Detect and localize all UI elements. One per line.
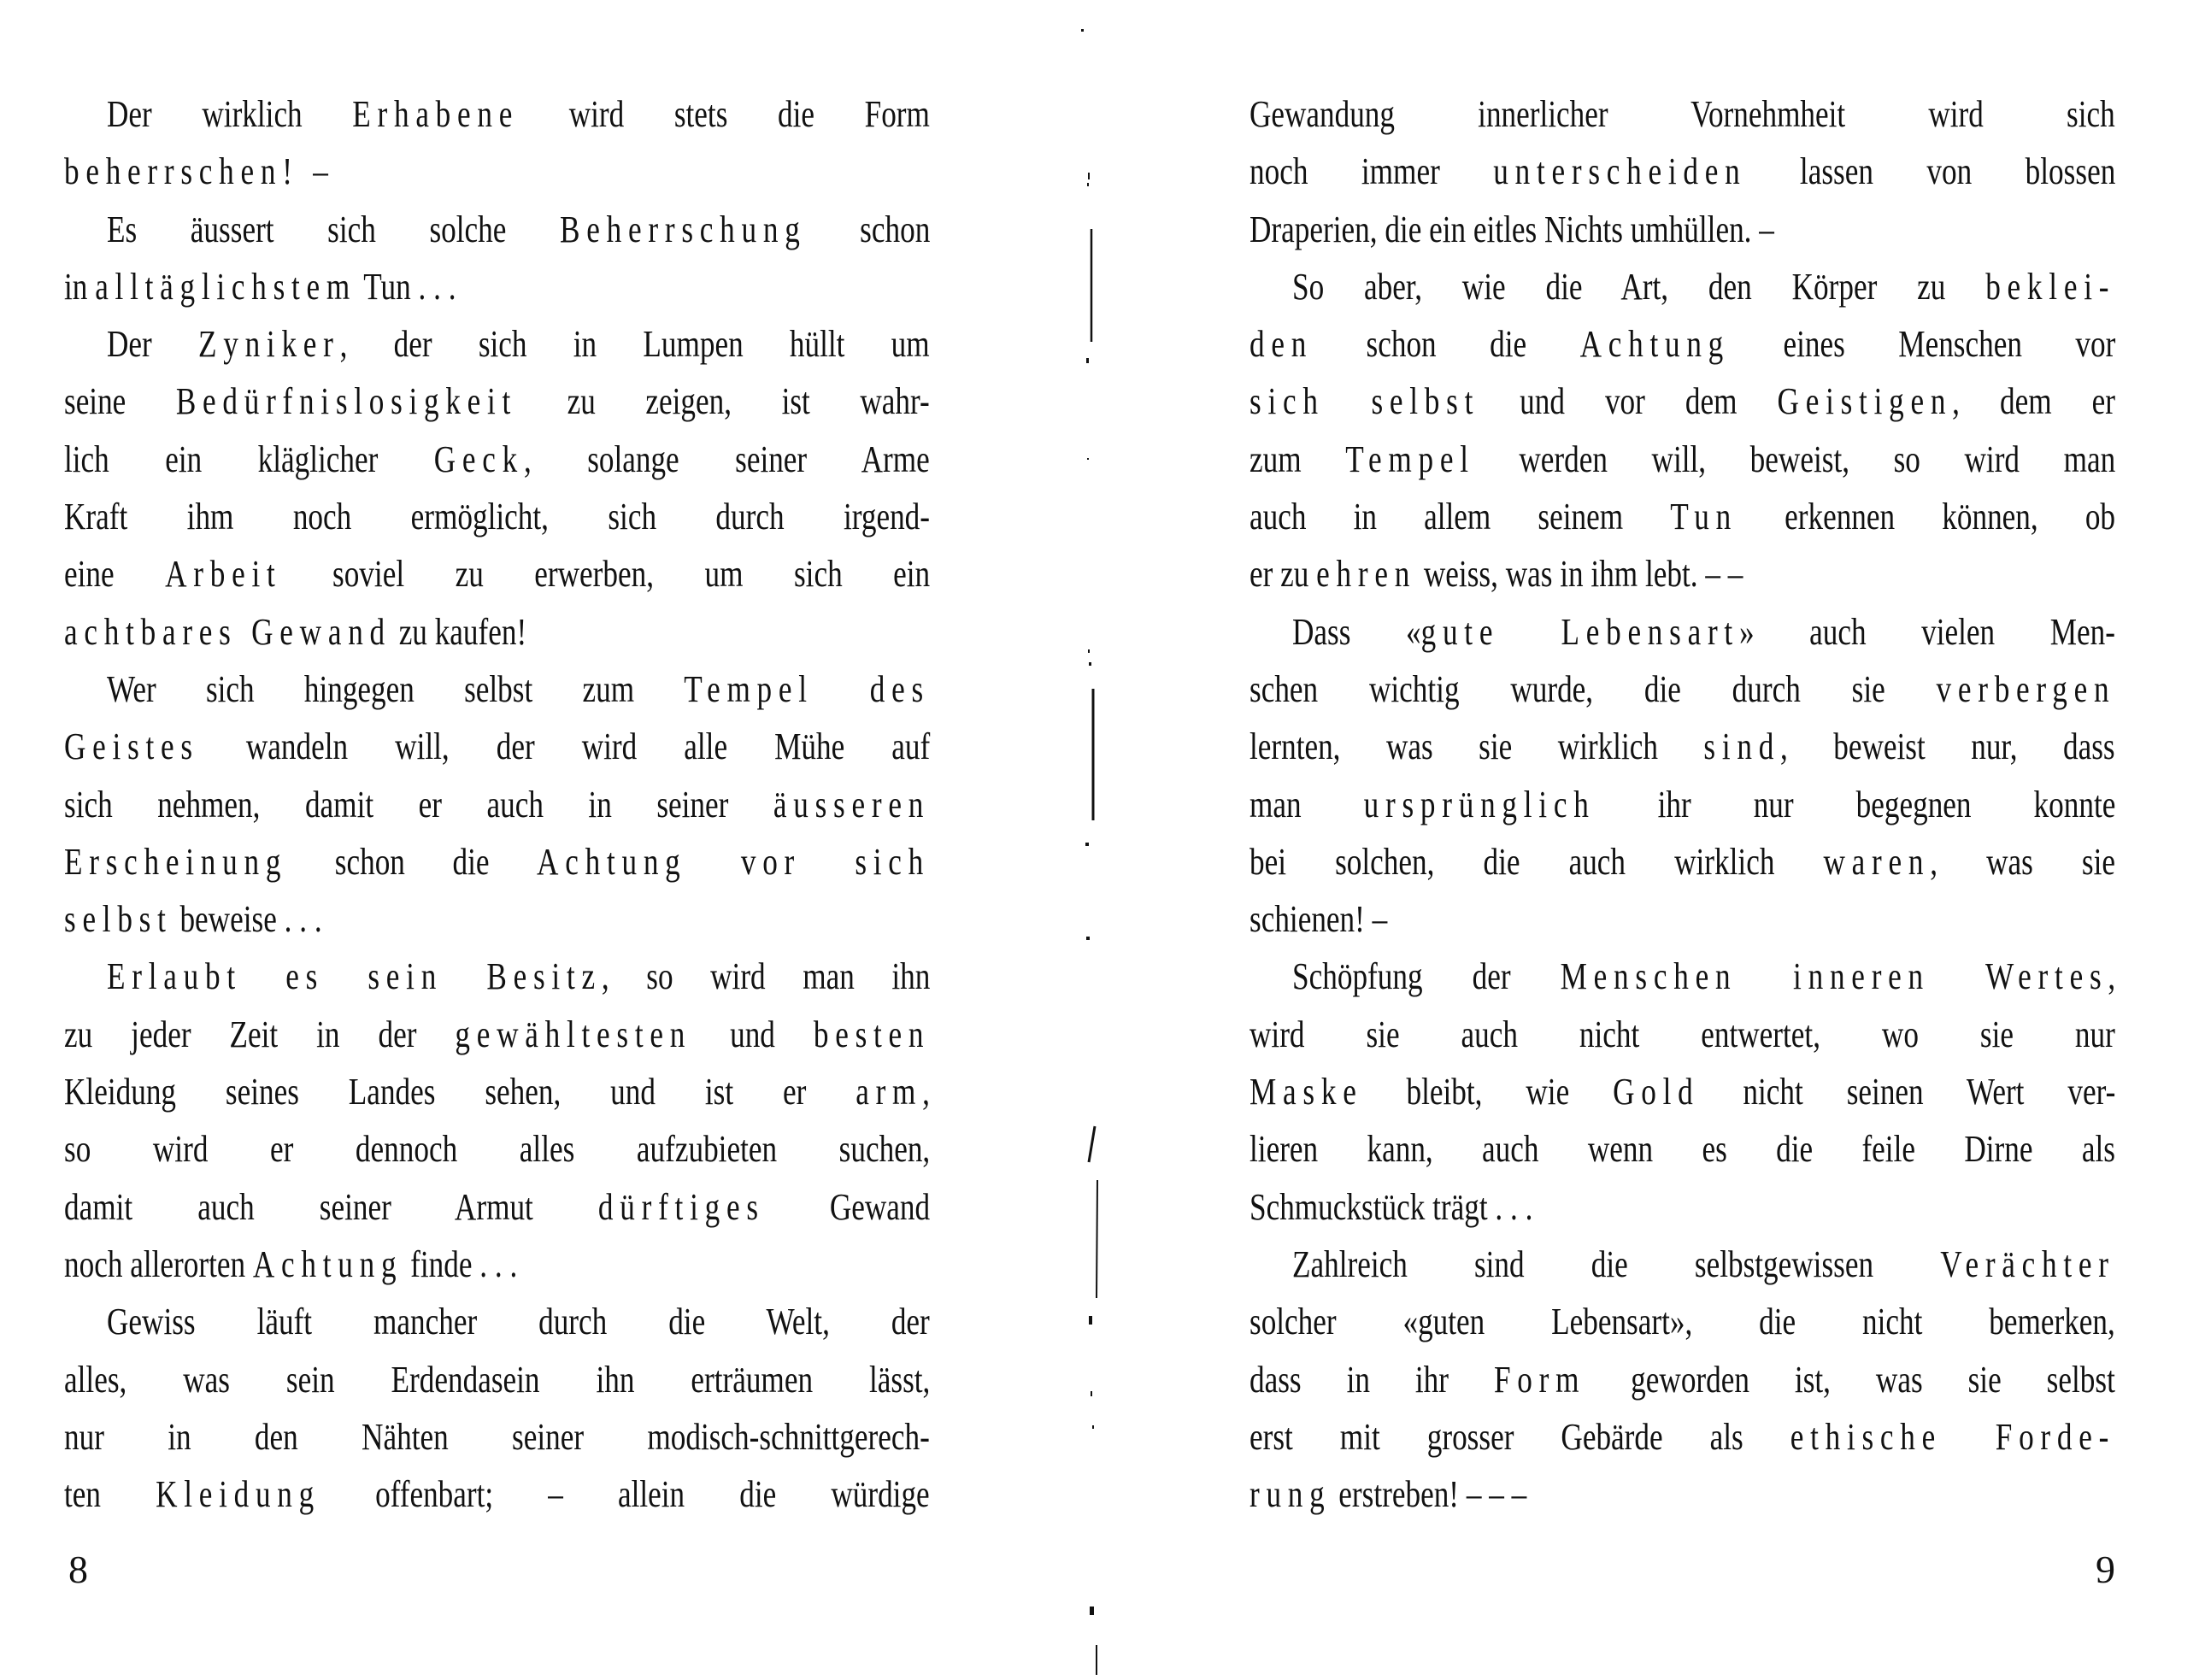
text-line: [64, 1063, 930, 1120]
emphasized-spaced-text: Beherrschung: [559, 208, 807, 250]
emphasized-spaced-text: Erhabene: [352, 93, 520, 135]
text-line: [64, 1351, 930, 1408]
text-segment: werden will, beweist, so wird man: [1474, 438, 2116, 480]
text-line: [1250, 1408, 2115, 1466]
text-line-content: [1250, 85, 2115, 143]
text-segment: nur in den Nähten seiner modisch-schnittgerech-: [64, 1415, 930, 1458]
emphasized-spaced-text: gewähltesten: [455, 1013, 692, 1055]
emphasized-spaced-text: den: [1250, 323, 1314, 366]
text-segment: Gewiss läuft mancher durch die Welt, der: [107, 1301, 930, 1343]
text-segment: ,: [2108, 955, 2116, 998]
text-segment: soviel zu erwerben, um sich ein: [281, 553, 931, 596]
text-segment: dass in ihr: [1250, 1358, 1494, 1401]
text-line: [1250, 373, 2115, 430]
emphasized-spaced-text: selbst: [64, 898, 173, 941]
right-page: [1111, 0, 2205, 1680]
text-line-content: [1250, 1006, 2115, 1063]
text-segment: , dem er: [1952, 380, 2115, 423]
text-line: [1250, 143, 2115, 200]
gutter-speck: [1086, 358, 1089, 363]
text-segment: Kleidung seines Landes sehen, und ist er: [64, 1071, 856, 1113]
text-line-content: [107, 201, 930, 258]
text-line: [64, 1006, 930, 1063]
text-segment: Kraft ihm noch ermöglicht, sich durch irgend-: [64, 496, 930, 538]
text-line-content: [107, 1293, 930, 1350]
emphasized-spaced-text: Arbeit: [165, 553, 282, 596]
emphasized-spaced-text: Zyniker: [198, 323, 340, 366]
text-line: [1250, 315, 2115, 373]
emphasized-spaced-text: ursprünglich: [1363, 783, 1596, 825]
text-line: [64, 661, 930, 718]
text-line: [1250, 201, 2115, 258]
emphasized-spaced-text: alltäglichstem: [95, 265, 357, 308]
text-line: [64, 488, 930, 545]
text-line: [1250, 85, 2115, 143]
text-line-content: [1250, 201, 1774, 258]
text-segment: schon die: [1313, 323, 1580, 366]
text-line-content: [1250, 373, 2115, 430]
text-line-content: [64, 545, 930, 602]
text-segment: zu kaufen!: [391, 610, 527, 653]
text-line: [1250, 948, 2115, 1005]
right-text-column: [1250, 85, 2115, 1523]
text-segment: lernten, was sie wirklich: [1250, 725, 1704, 768]
text-line: [64, 718, 930, 775]
text-line: [1250, 488, 2115, 545]
text-line-content: [64, 833, 930, 890]
text-line: [64, 1178, 930, 1236]
gutter-speck: [1088, 649, 1090, 653]
gutter-speck: [1086, 937, 1090, 940]
emphasized-spaced-text: Maske: [1250, 1071, 1363, 1113]
text-line: [1250, 431, 2115, 488]
text-line-content: [1250, 833, 2115, 890]
text-segment: Es äussert sich solche: [107, 208, 560, 250]
text-line-content: [1250, 488, 2115, 545]
text-line-content: [1250, 143, 2115, 200]
text-line-content: [107, 85, 930, 143]
text-segment: schienen! –: [1250, 898, 1388, 941]
text-segment: und: [691, 1013, 814, 1055]
text-segment: Schmuckstück trägt . . .: [1250, 1185, 1533, 1228]
text-segment: lieren kann, auch wenn es die feile Dirne als: [1250, 1128, 2115, 1171]
text-segment: ,: [922, 1071, 930, 1113]
text-segment: eine: [64, 553, 166, 596]
text-line: [64, 1408, 930, 1466]
emphasized-spaced-text: gute Lebensart: [1420, 610, 1739, 653]
text-segment: in: [64, 265, 96, 308]
emphasized-spaced-text: Kleidung: [156, 1473, 320, 1516]
text-line-content: [64, 258, 456, 315]
emphasized-spaced-text: äusseren: [773, 783, 931, 825]
text-line: [1250, 1120, 2115, 1178]
text-line-content: [64, 488, 930, 545]
emphasized-spaced-text: Achtung: [1579, 323, 1731, 366]
text-segment: und vor dem: [1479, 380, 1778, 423]
text-segment: bei solchen, die auch wirklich: [1250, 840, 1824, 883]
text-segment: alles, was sein Erdendasein ihn erträumen lässt,: [64, 1358, 931, 1401]
page-number-right: 9: [2096, 1548, 2115, 1591]
text-line-content: [64, 1351, 930, 1408]
text-segment: wandeln will, der wird alle Mühe auf: [198, 725, 931, 768]
text-segment: ten: [64, 1473, 156, 1516]
emphasized-spaced-text: Tun: [1670, 496, 1738, 538]
emphasized-spaced-text: Gold: [1613, 1071, 1700, 1113]
text-line-content: [1250, 718, 2115, 775]
left-page: [0, 0, 1068, 1680]
gutter-speck: [1081, 29, 1084, 32]
text-segment: zum: [1250, 438, 1346, 480]
text-line-content: [1250, 1351, 2115, 1408]
text-line-content: [1292, 948, 2115, 1005]
text-line: [64, 315, 930, 373]
emphasized-spaced-text: Erlaubt es sein Besitz: [107, 955, 602, 998]
text-line: [1250, 1063, 2115, 1120]
text-line-content: [1250, 1120, 2115, 1178]
text-segment: Der wirklich: [107, 93, 353, 135]
text-line: [1250, 603, 2115, 661]
text-segment: damit auch seiner Armut: [64, 1185, 598, 1228]
gutter-speck: [1092, 1425, 1094, 1429]
text-line-content: [64, 1006, 930, 1063]
text-segment: offenbart; – allein die würdige: [320, 1473, 930, 1516]
emphasized-spaced-text: beherrschen! –: [64, 150, 335, 193]
text-line-content: [64, 718, 930, 775]
gutter-speck: [1087, 458, 1089, 460]
text-segment: solcher «guten Lebensart», die nicht bemerken,: [1250, 1301, 2115, 1343]
emphasized-spaced-text: Verächter: [1940, 1242, 2115, 1285]
gutter-speck: [1089, 662, 1091, 666]
text-line-content: [1250, 315, 2115, 373]
text-segment: nicht seinen Wert ver-: [1699, 1071, 2116, 1113]
text-segment: , beweist nur, dass: [1780, 725, 2115, 768]
text-segment: Wer sich hingegen selbst zum: [107, 667, 685, 710]
emphasized-spaced-text: achtbares Gewand: [64, 610, 391, 653]
text-line: [1250, 1178, 2115, 1236]
emphasized-spaced-text: Erscheinung: [64, 840, 288, 883]
text-line: [64, 890, 930, 948]
text-segment: zu jeder Zeit in der: [64, 1013, 456, 1055]
text-line: [1250, 1351, 2115, 1408]
text-line-content: [107, 948, 930, 1005]
emphasized-spaced-text: unterscheiden: [1493, 150, 1747, 193]
text-segment: lich ein kläglicher: [64, 438, 434, 480]
text-segment: auch in allem seinem: [1250, 496, 1671, 538]
text-line: [64, 431, 930, 488]
emphasized-spaced-text: arm: [856, 1071, 923, 1113]
text-segment: Dass «: [1292, 610, 1421, 653]
text-line: [64, 545, 930, 602]
text-line: [1250, 718, 2115, 775]
text-segment: er zu: [1250, 553, 1317, 596]
text-line-content: [64, 1120, 930, 1178]
text-segment: finde . . .: [403, 1242, 518, 1285]
text-line-content: [64, 1178, 930, 1236]
text-segment: schen wichtig wurde, die durch sie: [1250, 667, 1937, 710]
text-segment: beweise . . .: [172, 898, 322, 941]
text-segment: » auch vielen Men-: [1738, 610, 2115, 653]
text-line-content: [64, 373, 930, 430]
text-segment: geworden ist, was sie selbst: [1585, 1358, 2115, 1401]
text-line-content: [64, 890, 322, 948]
emphasized-spaced-text: waren: [1823, 840, 1931, 883]
text-line: [64, 776, 930, 833]
text-line: [64, 1120, 930, 1178]
text-segment: , was sie: [1930, 840, 2116, 883]
emphasized-spaced-text: Menschen inneren Wertes: [1560, 955, 2108, 998]
gutter-speck: [1089, 1316, 1092, 1325]
emphasized-spaced-text: Tempel: [1345, 438, 1475, 480]
text-segment: , solange seiner Arme: [523, 438, 930, 480]
text-line-content: [1250, 1408, 2115, 1466]
emphasized-spaced-text: Achtung vor sich: [537, 840, 931, 883]
text-line: [64, 948, 930, 1005]
gutter-speck: [1088, 173, 1090, 179]
text-segment: erkennen können, ob: [1737, 496, 2116, 538]
gutter-speck: [1090, 1607, 1094, 1615]
text-line: [1250, 661, 2115, 718]
text-line: [64, 143, 930, 200]
text-segment: seine: [64, 380, 176, 423]
text-segment: , so wird man ihn: [601, 955, 931, 998]
gutter-line: [1089, 1126, 1095, 1162]
text-line: [1250, 776, 2115, 833]
text-line-content: [1250, 1293, 2115, 1350]
emphasized-spaced-text: sich selbst: [1250, 380, 1480, 423]
text-segment: noch immer: [1250, 150, 1494, 193]
text-line-content: [1292, 258, 2115, 315]
text-segment: Tun . . .: [356, 265, 456, 308]
text-line-content: [64, 431, 930, 488]
text-line: [64, 1236, 930, 1293]
text-segment: So aber, wie die Art, den Körper zu: [1292, 265, 1986, 308]
gutter-speck: [1085, 843, 1089, 846]
gutter-speck: [1087, 183, 1089, 186]
text-segment: lassen von blossen: [1746, 150, 2116, 193]
emphasized-spaced-text: dürftiges: [597, 1185, 765, 1228]
text-segment: Gewand: [764, 1185, 931, 1228]
emphasized-spaced-text: Bedürfnislosigkeit: [175, 380, 518, 423]
text-line-content: [1250, 1178, 1532, 1236]
text-segment: wird stets die Form: [519, 93, 930, 135]
text-line: [64, 603, 930, 661]
text-line-content: [1250, 890, 1387, 948]
left-text-column: [64, 85, 930, 1523]
text-line-content: [1250, 1466, 1526, 1523]
text-segment: zu zeigen, ist wahr-: [517, 380, 930, 423]
text-line: [64, 258, 930, 315]
text-line-content: [107, 315, 930, 373]
text-segment: man: [1250, 783, 1364, 825]
text-line: [1250, 258, 2115, 315]
text-line: [1250, 1236, 2115, 1293]
text-line: [64, 201, 930, 258]
emphasized-spaced-text: besten: [813, 1013, 931, 1055]
emphasized-spaced-text: Geistigen: [1777, 380, 1953, 423]
emphasized-spaced-text: Geck: [433, 438, 524, 480]
text-segment: bleibt, wie: [1362, 1071, 1614, 1113]
text-line: [1250, 1466, 2115, 1523]
text-line: [64, 1293, 930, 1350]
text-line-content: [107, 661, 930, 718]
text-segment: sich nehmen, damit er auch in seiner: [64, 783, 773, 825]
emphasized-spaced-text: ehren: [1316, 553, 1417, 596]
text-line-content: [1250, 661, 2115, 718]
text-segment: noch allerorten: [64, 1242, 253, 1285]
emphasized-spaced-text: ethische Forde-: [1790, 1415, 2116, 1458]
text-line: [64, 833, 930, 890]
text-line-content: [1250, 776, 2115, 833]
emphasized-spaced-text: Geistes: [64, 725, 199, 768]
text-segment: ihr nur begegnen konnte: [1595, 783, 2116, 825]
text-segment: Der: [107, 323, 199, 366]
text-line: [1250, 890, 2115, 948]
emphasized-spaced-text: Tempel des: [684, 667, 930, 710]
text-line-content: [1292, 603, 2115, 661]
text-segment: Draperien, die ein eitles Nichts umhüllen. –: [1250, 208, 1774, 250]
text-line: [1250, 545, 2115, 602]
emphasized-spaced-text: rung: [1250, 1473, 1332, 1516]
page-number-left: 8: [68, 1548, 88, 1591]
text-line: [64, 85, 930, 143]
text-line-content: [64, 1236, 517, 1293]
emphasized-spaced-text: verbergen: [1936, 667, 2116, 710]
emphasized-spaced-text: beklei-: [1985, 265, 2116, 308]
text-segment: Schöpfung der: [1292, 955, 1561, 998]
text-segment: schon die: [287, 840, 538, 883]
text-line-content: [64, 1063, 930, 1120]
text-line-content: [1292, 1236, 2115, 1293]
text-segment: so wird er dennoch alles aufzubieten suchen,: [64, 1128, 931, 1171]
text-segment: eines Menschen vor: [1730, 323, 2116, 366]
text-line: [64, 373, 930, 430]
text-segment: erstreben! – – –: [1331, 1473, 1527, 1516]
text-segment: Zahlreich sind die selbstgewissen: [1292, 1242, 1941, 1285]
text-line: [1250, 1006, 2115, 1063]
text-line-content: [64, 1466, 930, 1523]
text-line-content: [64, 1408, 930, 1466]
text-line-content: [1250, 431, 2115, 488]
text-segment: , der sich in Lumpen hüllt um: [339, 323, 930, 366]
text-segment: wird sie auch nicht entwertet, wo sie nur: [1250, 1013, 2115, 1055]
text-segment: schon: [806, 208, 931, 250]
emphasized-spaced-text: Form: [1493, 1358, 1586, 1401]
text-line: [64, 1466, 930, 1523]
text-line-content: [1250, 1063, 2115, 1120]
emphasized-spaced-text: sind: [1703, 725, 1781, 768]
text-line-content: [64, 603, 526, 661]
text-segment: Gewandung innerlicher Vornehmheit wird sich: [1250, 93, 2115, 135]
text-segment: erst mit grosser Gebärde als: [1250, 1415, 1790, 1458]
text-line: [1250, 1293, 2115, 1350]
text-line-content: [64, 143, 335, 200]
emphasized-spaced-text: Achtung: [252, 1242, 403, 1285]
text-segment: weiss, was in ihm lebt. – –: [1416, 553, 1743, 596]
text-line-content: [64, 776, 930, 833]
gutter-speck: [1091, 1391, 1092, 1396]
text-line-content: [1250, 545, 1743, 602]
text-line: [1250, 833, 2115, 890]
